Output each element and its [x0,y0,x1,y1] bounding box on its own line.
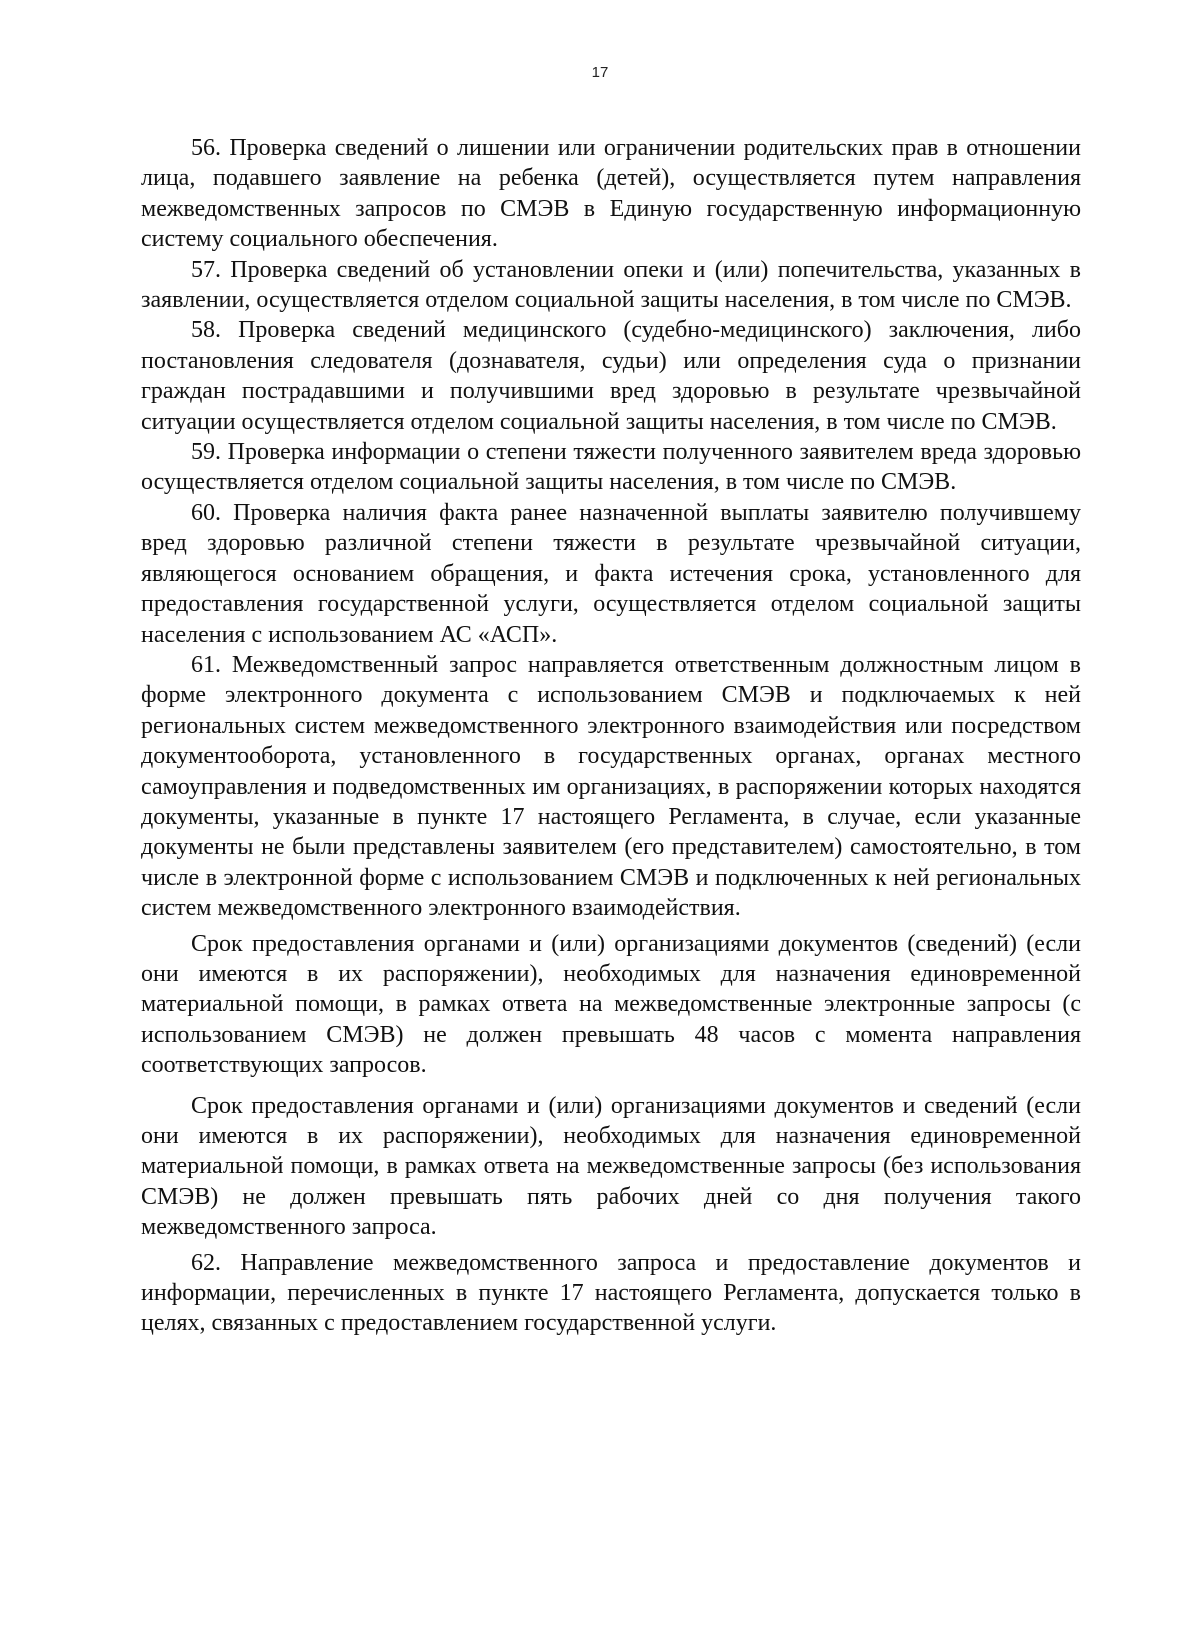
page-number: 17 [591,64,609,81]
paragraph-60: 60. Проверка наличия факта ранее назначенной выплаты заявителю получившему вред здоровью различной степени тяжести в результате чрезвычайной ситуации, являющегося основанием обращения, и факта истечения срока, установленного для предоставления государственной услуги, осуществляется отделом социальной защиты населения с использованием АС «АСП». [141,499,1081,648]
paragraph-61-deadline-smev: Срок предоставления органами и (или) организациями документов (сведений) (если они имеются в их распоряжении), необходимых для назначения единовременной материальной помощи, в рамках ответа на межведомственные электронные запросы (с использованием СМЭВ) не должен превышать 48 часов с момента направления соответствующих запросов. [141,930,1081,1079]
paragraph-62: 62. Направление межведомственного запроса и предоставление документов и информации, перечисленных в пункте 17 настоящего Регламента, допускается только в целях, связанных с предоставлением государственной услуги. [141,1249,1081,1337]
paragraph-61-deadline-no-smev: Срок предоставления органами и (или) организациями документов и сведений (если они имеются в их распоряжении), необходимых для назначения единовременной материальной помощи, в рамках ответа на межведомственные запросы (без использования СМЭВ) не должен превышать пять рабочих дней со дня получения такого межведомственного запроса. [141,1092,1081,1241]
paragraph-56: 56. Проверка сведений о лишении или ограничении родительских прав в отношении лица, подавшего заявление на ребенка (детей), осуществляется путем направления межведомственных запросов по СМЭВ в Единую государственную информационную систему социального обеспечения. [141,135,1081,253]
paragraph-58: 58. Проверка сведений медицинского (судебно-медицинского) заключения, либо постановления следователя (дознавателя, судьи) или определения суда о признании граждан пострадавшими и получившими вред здоровью в результате чрезвычайной ситуации осуществляется отделом социальной защиты населения, в том числе по СМЭВ. [141,317,1081,435]
document-body [141,133,1081,1339]
paragraph-59: 59. Проверка информации о степени тяжести полученного заявителем вреда здоровью осуществляется отделом социальной защиты населения, в том числе по СМЭВ. [141,439,1081,496]
paragraph-57: 57. Проверка сведений об установлении опеки и (или) попечительства, указанных в заявлении, осуществляется отделом социальной защиты населения, в том числе по СМЭВ. [141,256,1081,314]
paragraph-61: 61. Межведомственный запрос направляется ответственным должностным лицом в форме электронного документа с использованием СМЭВ и подключаемых к ней региональных систем межведомственного электронного взаимодействия или посредством документооборота, установленного в государственных органах, органах местного самоуправления и подведомственных им организациях, в распоряжении которых находятся документы, указанные в пункте 17 настоящего Регламента, в случае, если указанные документы не были представлены заявителем (его представителем) самостоятельно, в том числе в электронной форме с использованием СМЭВ и подключенных к ней региональных систем межведомственного электронного взаимодействия. [141,651,1081,922]
